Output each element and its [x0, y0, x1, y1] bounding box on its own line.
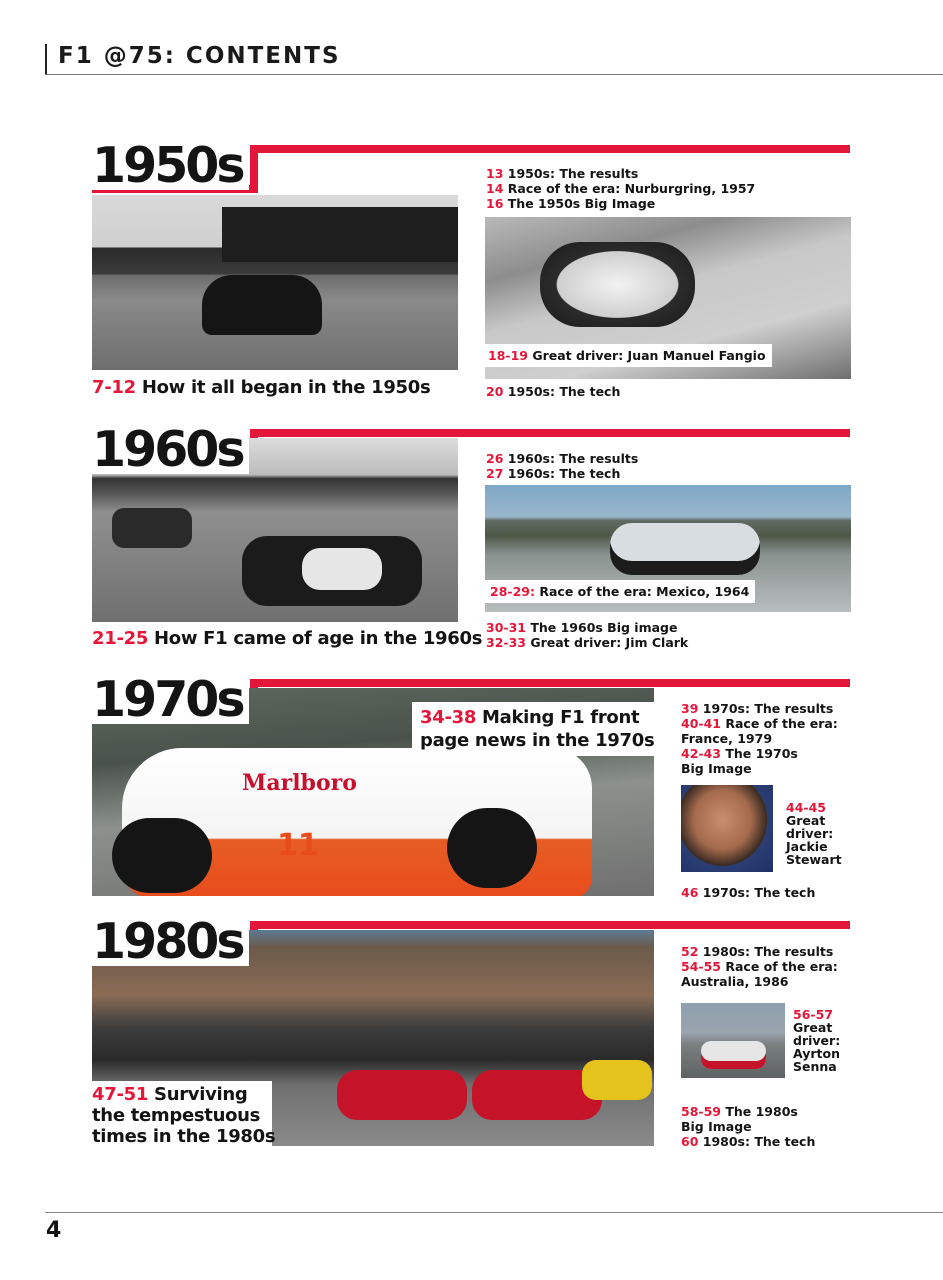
contents-entry-continued: France, 1979 [681, 731, 773, 746]
decade-red-bar [250, 145, 850, 153]
photo-shape [112, 818, 212, 893]
entry-title: Stewart [786, 852, 842, 867]
page-number: 30-31 [486, 620, 526, 635]
page-number: 52 [681, 944, 699, 959]
contents-entry[interactable] [486, 196, 755, 211]
contents-entry[interactable] [681, 1134, 815, 1149]
driver-photo [681, 1003, 785, 1078]
contents-entry[interactable] [486, 384, 620, 399]
entry-title: The 1980s [725, 1104, 798, 1119]
entry-title: 1960s: The results [507, 451, 639, 466]
page-number: 32-33 [486, 635, 526, 650]
page-number: 60 [681, 1134, 699, 1149]
feature-title: Making F1 front [482, 707, 640, 728]
contents-entry[interactable] [486, 620, 688, 635]
page-number: 26 [486, 451, 504, 466]
page-number: 14 [486, 181, 504, 196]
page-number: 56-57 [793, 1007, 833, 1022]
entry-title: Senna [793, 1059, 837, 1074]
contents-list [486, 384, 620, 399]
page-number: 21-25 [92, 628, 149, 649]
feature-title: page news in the 1970s [420, 730, 655, 751]
contents-entry[interactable] [681, 944, 838, 959]
contents-entry[interactable] [486, 635, 688, 650]
page-number: 40-41 [681, 716, 721, 731]
page-number: 44-45 [786, 800, 826, 815]
entry-title: driver: [793, 1033, 841, 1048]
page-number: 54-55 [681, 959, 721, 974]
contents-entry[interactable] [681, 701, 838, 716]
folio-page-number: 4 [46, 1218, 62, 1243]
contents-entry[interactable] [681, 716, 838, 731]
decade-heading: 1960s [90, 425, 249, 474]
entry-title: Race of the era: [725, 959, 838, 974]
photo-shape [540, 242, 695, 327]
page-number: 47-51 [92, 1084, 149, 1105]
contents-list [681, 1104, 815, 1149]
photo-shape [447, 808, 537, 888]
photo-shape [112, 508, 192, 548]
page-number: 42-43 [681, 746, 721, 761]
header-divider [45, 74, 943, 75]
entry-title: Great [793, 1020, 833, 1035]
photo-car-number: 11 [277, 828, 319, 863]
entry-title: Jackie [786, 839, 828, 854]
footer-divider [45, 1212, 943, 1213]
contents-entry[interactable] [486, 451, 638, 466]
entry-title: The 1970s [725, 746, 798, 761]
page-number: 58-59 [681, 1104, 721, 1119]
photo-caption-link[interactable] [484, 580, 755, 603]
photo-shape [337, 1070, 467, 1120]
page-number: 46 [681, 885, 699, 900]
page-number: 20 [486, 384, 504, 399]
entry-title: driver: [786, 826, 834, 841]
contents-list [681, 944, 838, 989]
main-feature-link[interactable] [86, 1081, 276, 1150]
entry-title: The 1950s Big Image [507, 196, 656, 211]
contents-list [486, 451, 638, 481]
photo-shape [610, 523, 760, 575]
decade-red-bar [250, 679, 850, 687]
photo-livery-text: Marlboro [242, 770, 357, 796]
entry-title: Race of the era: [725, 716, 838, 731]
main-feature-link[interactable] [92, 377, 430, 398]
contents-list [681, 701, 838, 776]
entry-title: Great driver: Jim Clark [530, 635, 689, 650]
feature-title: the tempestuous [92, 1105, 261, 1126]
entry-title: 1980s: The results [702, 944, 834, 959]
entry-title: 1960s: The tech [507, 466, 621, 481]
page-number: 27 [486, 466, 504, 481]
main-feature-link[interactable] [92, 628, 482, 649]
contents-entry-continued: Australia, 1986 [681, 974, 789, 989]
photo-shape [302, 548, 382, 590]
page-number: 39 [681, 701, 699, 716]
page-number: 7-12 [92, 377, 136, 398]
photo-shape [701, 1041, 766, 1069]
header-accent-rule [45, 44, 47, 74]
page-number: 13 [486, 166, 504, 181]
entry-title: 1970s: The tech [702, 885, 816, 900]
contents-entry[interactable] [486, 466, 638, 481]
decade-red-bar [250, 921, 850, 929]
feature-title: How it all began in the 1950s [141, 377, 431, 398]
page-number: 28-29: [490, 584, 535, 599]
feature-title: How F1 came of age in the 1960s [154, 628, 483, 649]
contents-entry[interactable] [681, 885, 815, 900]
contents-list [681, 885, 815, 900]
entry-title: The 1960s Big image [530, 620, 678, 635]
driver-feature-link[interactable] [786, 801, 842, 866]
contents-entry-continued: Big Image [681, 1119, 752, 1134]
contents-list [486, 620, 688, 650]
feature-title: times in the 1980s [92, 1126, 276, 1147]
main-feature-link[interactable] [412, 702, 660, 756]
decade-heading: 1950s [90, 141, 249, 190]
driver-feature-link[interactable] [793, 1008, 840, 1073]
contents-list [486, 166, 755, 211]
contents-entry[interactable] [486, 181, 755, 196]
entry-title: Race of the era: Nurburgring, 1957 [507, 181, 756, 196]
page-number: 34-38 [420, 707, 477, 728]
entry-title: 1950s: The tech [507, 384, 621, 399]
entry-title: Ayrton [793, 1046, 841, 1061]
contents-entry[interactable] [681, 959, 838, 974]
entry-title: Great [786, 813, 826, 828]
contents-entry[interactable] [486, 166, 755, 181]
driver-portrait [681, 785, 773, 872]
decade-heading: 1980s [90, 917, 249, 966]
contents-entry[interactable] [681, 746, 838, 761]
feature-title: Surviving [154, 1084, 248, 1105]
page-number: 16 [486, 196, 504, 211]
entry-title: 1980s: The tech [702, 1134, 816, 1149]
decade-heading: 1970s [90, 675, 249, 724]
page-title: F1 @75: CONTENTS [58, 43, 341, 69]
page-number: 18-19 [488, 348, 528, 363]
entry-title: 1970s: The results [702, 701, 834, 716]
entry-title: Great driver: Juan Manuel Fangio [532, 348, 766, 363]
photo-caption-link[interactable] [482, 344, 772, 367]
photo-shape [222, 207, 458, 262]
entry-title: 1950s: The results [507, 166, 639, 181]
entry-title: Race of the era: Mexico, 1964 [539, 584, 750, 599]
main-photo [92, 195, 458, 370]
contents-entry[interactable] [681, 1104, 815, 1119]
contents-entry-continued: Big Image [681, 761, 752, 776]
photo-shape [202, 275, 322, 335]
decade-red-bar [250, 429, 850, 437]
photo-shape [582, 1060, 652, 1100]
